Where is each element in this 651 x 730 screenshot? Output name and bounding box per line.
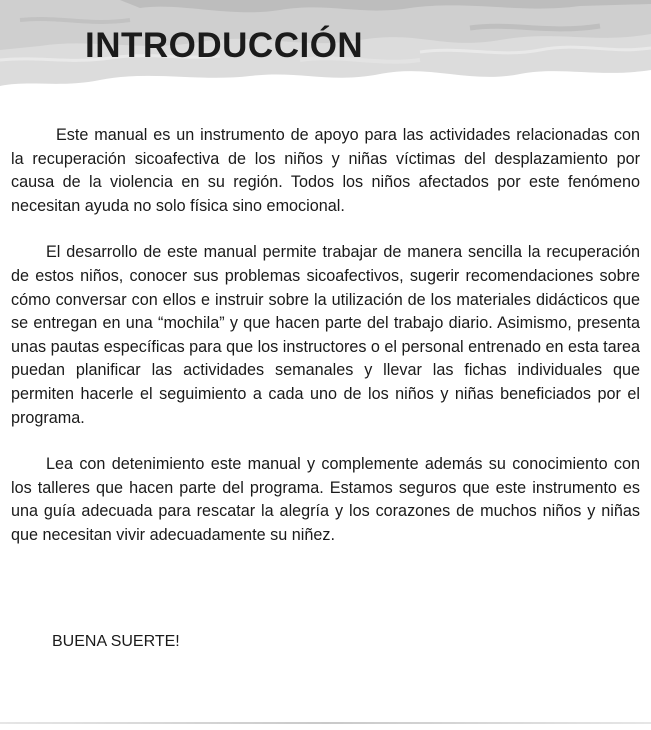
paragraph-1: Este manual es un instrumento de apoyo para las actividades relacionadas con la recuperación sicoafectiva de los niños y niñas víctimas del desplazamiento por causa de la violencia en su región. Todos los niños afectados por este fenómeno necesitan ayuda no solo física sino emocional. xyxy=(11,126,640,215)
closing-text: BUENA SUERTE! xyxy=(52,633,180,650)
bottom-divider xyxy=(0,722,651,724)
paragraph-3: Lea con detenimiento este manual y complemente además su conocimiento con los talleres que hacen parte del programa. Estamos seguros que este instrumento es una guía adecuada para rescatar la alegría y los corazones de muchos niños y niñas que necesitan vivir adecuadamente su niñez. xyxy=(11,455,640,544)
paragraph-2: El desarrollo de este manual permite trabajar de manera sencilla la recuperación de estos niños, conocer sus problemas sicoafectivos, sugerir recomendaciones sobre cómo conversar con ellos e instruir sobre la utilización de los materiales didácticos que se entregan en una “mochila” y que hacen parte del trabajo diario. Asimismo, presenta unas pautas específicas para que los instructores o el personal entrenado en esta tarea puedan planificar las actividades semanales y llevar las fichas individuales que permiten hacerle el seguimiento a cada uno de los niños y niñas beneficiados por el programa. xyxy=(11,243,641,427)
document-body xyxy=(11,124,640,571)
page-title: INTRODUCCIÓN xyxy=(85,26,364,65)
